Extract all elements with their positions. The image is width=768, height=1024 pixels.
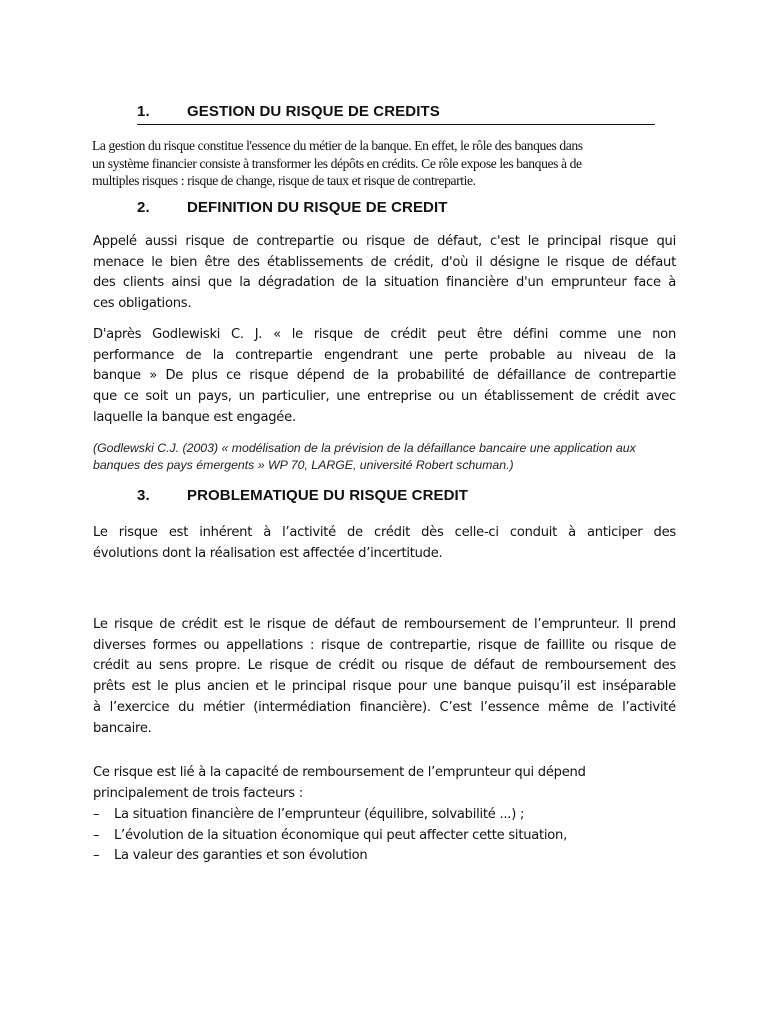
- section-number: 2.: [137, 199, 150, 216]
- list-item: [93, 846, 653, 867]
- problem-paragraph-1: [93, 523, 676, 564]
- dash-bullet: –: [93, 827, 100, 843]
- text-line: multiples risques : risque de change, risque de taux et risque de contrepartie.: [92, 173, 476, 188]
- text-line: banques des pays émergents » WP 70, LARGE, université Robert schuman.): [93, 457, 514, 472]
- list-item-text: La situation financière de l’emprunteur (équilibre, solvabilité ...) ;: [114, 807, 525, 822]
- list-item-text: La valeur des garanties et son évolution: [114, 848, 368, 864]
- section-number: 1.: [137, 103, 150, 120]
- factor-list: [93, 805, 653, 867]
- list-item: [93, 826, 653, 847]
- text-line: principalement de trois facteurs :: [93, 785, 303, 801]
- text-line: que ce soit un pays, un particulier, une entreprise ou un établissement de crédit avec: [93, 389, 676, 405]
- section-number: 3.: [137, 487, 150, 504]
- text-line: Ce risque est lié à la capacité de remboursement de l’emprunteur qui dépend: [93, 765, 586, 780]
- text-line: Appelé aussi risque de contrepartie ou risque de défaut, c'est le principal risque qui: [93, 234, 676, 249]
- section-heading-3: [137, 486, 468, 506]
- text-line: crédit au sens propre. Le risque de crédit ou risque de défaut de remboursement des: [93, 658, 676, 674]
- text-line: D'après Godlewiski C. J. « le risque de crédit peut être défini comme une non: [93, 327, 676, 342]
- list-item-text: L’évolution de la situation économique qui peut affecter cette situation,: [114, 827, 568, 843]
- section-heading-1: [137, 102, 655, 125]
- text-line: Le risque est inhérent à l’activité de crédit dès celle-ci conduit à anticiper des: [93, 525, 676, 540]
- text-line: un système financier consiste à transformer les dépôts en crédits. Ce rôle expose les banques à de: [92, 155, 582, 171]
- list-item: [93, 805, 653, 826]
- text-line: des clients ainsi que la dégradation de la situation financière d'un emprunteur face à: [93, 275, 676, 291]
- problem-paragraph-3: [93, 763, 676, 804]
- text-line: menace le bien être des établissements de crédit, d'où il désigne le risque de défaut: [93, 254, 676, 270]
- dash-bullet: –: [93, 807, 100, 822]
- text-line: performance de la contrepartie engendrant une perte probable au niveau de la: [93, 347, 676, 363]
- section-title: PROBLEMATIQUE DU RISQUE CREDIT: [187, 487, 469, 504]
- section-title: GESTION DU RISQUE DE CREDITS: [187, 103, 440, 120]
- reference-citation: [93, 440, 683, 473]
- text-line: banque » De plus ce risque dépend de la probabilité de défaillance de contrepartie: [93, 368, 676, 384]
- text-line: Le risque de crédit est le risque de défaut de remboursement de l’emprunteur. Il prend: [93, 617, 676, 632]
- section-title: DEFINITION DU RISQUE DE CREDIT: [187, 199, 448, 216]
- text-line: La gestion du risque constitue l'essence du métier de la banque. En effet, le rôle des banques dans: [92, 138, 583, 153]
- definition-paragraph-1: [93, 232, 676, 315]
- problem-paragraph-2: [93, 615, 676, 739]
- text-line: ces obligations.: [93, 296, 192, 312]
- dash-bullet: –: [93, 848, 100, 864]
- definition-paragraph-2: [93, 325, 676, 429]
- section-heading-2: [137, 198, 448, 218]
- text-line: (Godlewski C.J. (2003) « modélisation de la prévision de la défaillance bancaire une application aux: [93, 441, 636, 455]
- text-line: à l’exercice du métier (intermédiation financière). C’est l’essence même de l’activité: [93, 699, 676, 715]
- text-line: laquelle la banque est engagée.: [93, 409, 296, 425]
- text-line: évolutions dont la réalisation est affectée d’incertitude.: [93, 545, 443, 561]
- text-line: diverses formes ou appellations : risque de contrepartie, risque de faillite ou risque de: [93, 637, 676, 653]
- intro-paragraph: [92, 137, 678, 190]
- text-line: bancaire.: [93, 720, 152, 736]
- text-line: prêts est le plus ancien et le principal risque pour une banque puisqu’il est inséparable: [93, 679, 676, 695]
